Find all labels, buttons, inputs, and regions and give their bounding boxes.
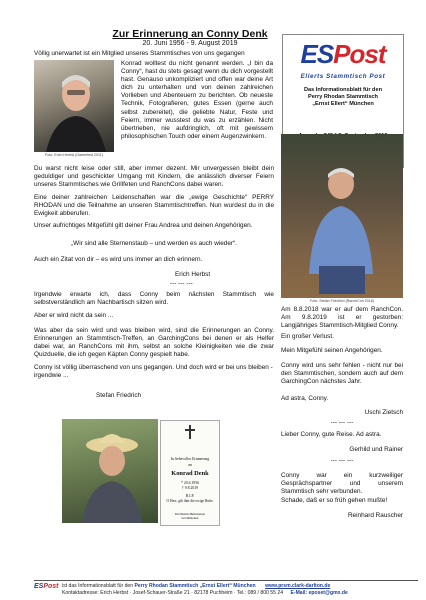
footer-email-link[interactable]: E-Mail: eposet@gmx.de (290, 590, 348, 596)
masthead-info3: „Ernst Ellert“ München (312, 101, 374, 108)
right-paragraph-2: Ein großer Verlust. (281, 333, 334, 340)
portrait-figure (34, 60, 114, 152)
paragraph-4: Unser aufrichtiges Mitgefühl gilt deiner Frau Andrea und deinen Angehörigen. (34, 222, 253, 229)
masthead-info2: Perry Rhodan Stammtisch (308, 94, 378, 101)
separator: --- --- --- (170, 280, 193, 287)
signature-reinhard-rauscher: Reinhard Rauscher (347, 512, 403, 519)
card-rip: R.I.P. (185, 494, 195, 498)
card-died: † 9.8.2019 (181, 486, 199, 490)
photo2-caption: Foto: Stefan Friedrich (RanchCon 2018) (310, 299, 374, 303)
portrait-photo-conny (34, 60, 114, 152)
signature-gerhild-rainer: Gerhild und Rainer (349, 446, 403, 453)
footer-logo: ESPost (34, 583, 59, 590)
paragraph-8: Conny ist völlig überraschend von uns gegangen. Und doch wird er bei uns bleiben - irgendwie ... (34, 364, 273, 380)
card-name: Konrad Denk (171, 470, 209, 477)
intro-line: Völlig unerwartet ist ein Mitglied unseres Stammtisches von uns gegangen (34, 50, 245, 57)
right-paragraph-4: Conny wird uns sehr fehlen - nicht nur bei den Stammtischen, sondern auch auf dem GarchingCon nächstes Jahr. (281, 362, 403, 386)
right-paragraph-1: Am 8.8.2018 war er auf dem RanchCon. Am 9.8.2019 ist er gestorben: Langjähriges Stammtisch-Mitglied Conny. (281, 306, 403, 330)
footer (0, 580, 426, 600)
paragraph-3: Eine deiner zahlreichen Leidenschaften war die „ewige Geschichte“ PERRY RHODAN und die Teilnahme an unseren Stammtischtreffen. Nun wurdest du in die Ewigkeit abberufen. (34, 194, 274, 218)
photo-conny-with-hat (62, 419, 158, 523)
card-line1: In liebevoller Erinnerung (170, 457, 210, 461)
right-paragraph-5: Ad astra, Conny. (281, 395, 329, 402)
card-foot2: bei München (181, 516, 199, 520)
hat-figure (62, 419, 158, 523)
right-paragraph-7: Conny war ein kurzweiliger Gesprächspartner und unserem Stammtisch sehr verbunden. (281, 472, 403, 496)
quote: „Wir sind alle Sternenstaub – und werden es auch wieder“. (71, 240, 237, 247)
right-paragraph-3: Mein Mitgefühl seinen Angehörigen. (281, 347, 383, 354)
masthead-info (289, 87, 397, 109)
card-motto: O Herr, gib ihm die ewige Ruhe. (166, 499, 214, 503)
footer-line2 (62, 590, 412, 596)
esposet-logo: ESPost (300, 39, 386, 69)
card-born: * 20.6.1956 (180, 481, 200, 485)
card-foot1: Kirchheim-Heimstetten (174, 512, 206, 516)
page-title: Zur Erinnerung an Conny Denk (112, 28, 268, 40)
masthead-subtitle: Ellerts Stammtisch Post (300, 73, 386, 80)
right-separator-2: --- --- --- (330, 457, 354, 464)
footer-divider (34, 580, 418, 581)
masthead-info1: Das Informationsblatt für den (303, 87, 382, 93)
paragraph-1: Konrad wolltest du nicht genannt werden. „I bin da Conny“, hast du stets gesagt wenn du dich vorgestellt hast. Genauso unkompliziert und offen war deine Art dich zu unterhalten und von deinen zahlreichen Vorlieben und Abenteuern zu berichten. Ob neueste Technik, Fotografieren, gutes Essen (gerne auch selbst zubereitet), die geliebte Natur, Feste und Feiern, immer wusstest du was zu erzählen. Nicht übertrieben, nie aufdringlich, oft mit gewissem philosophischen Touch oder einem Augenzwinkern. (121, 60, 273, 140)
footer-line1-b: Perry Rhodan Stammtisch „Ernst Ellert“ München (134, 583, 256, 589)
paragraph-7: Was aber da sein wird und was bleiben wird, sind die Erinnerungen an Conny. Erinnerungen an Stammtisch-Treffen, an GarchingCons bei denen er als Helfer dabei war, an RanchCons mit ihm, selbst an solche Kleinigkeiten wie die zwar Quizduelle, die ich gegen Käpten Conny gespielt habe. (34, 327, 274, 359)
quote-note: Auch ein Zitat von dir – es wird uns immer an dich erinnern. (34, 256, 203, 263)
footer-url-link[interactable]: www.prsm.clark-darlton.de (265, 583, 331, 589)
signature-erich-herbst: Erich Herbst (175, 271, 211, 278)
paragraph-5: Irgendwie erwarte ich, dass Conny beim nächsten Stammtisch wie selbstverständlich am Nachbartisch sitzen wird. (34, 291, 274, 307)
cross-icon (185, 425, 195, 439)
photo1-caption: Foto: Erich Herbst (Gartenfest 2011) (45, 153, 103, 157)
right-paragraph-8: Schade, daß er so früh gehen mußte! (281, 497, 388, 504)
signature-stefan-friedrich: Stefan Friedrich (96, 392, 142, 399)
right-separator-1: --- --- --- (330, 419, 354, 426)
footer-line1 (62, 583, 412, 589)
paragraph-6: Aber er wird nicht da sein ... (34, 312, 114, 319)
footer-contact: Kontaktadresse: Erich Herbst · Josef-Schauer-Straße 21 · 82178 Puchheim · Tel.: 089 / 800 55 24 (62, 590, 284, 596)
card-line2: an (188, 463, 192, 467)
memorial-card (160, 420, 220, 526)
footer-line1-a: ist das Informationsblatt für den (62, 583, 134, 589)
right-paragraph-6: Lieber Conny, gute Reise. Ad astra. (281, 431, 382, 438)
photo-conny-ranchcon (281, 134, 403, 298)
ranchcon-figure (281, 134, 403, 298)
life-dates: 20. Juni 1956 - 9. August 2019 (142, 40, 238, 47)
paragraph-2: Du warst nicht leise oder still, aber immer dezent. Mir unvergessen bleibt dein geduldiger und geschickter Umgang mit Kindern, die anlässlich diverser Feiern unseres Stammtisches wie Grillfeten und RanchCons dabei waren. (34, 165, 274, 189)
signature-uschi-zietsch: Uschi Zietsch (364, 409, 403, 416)
